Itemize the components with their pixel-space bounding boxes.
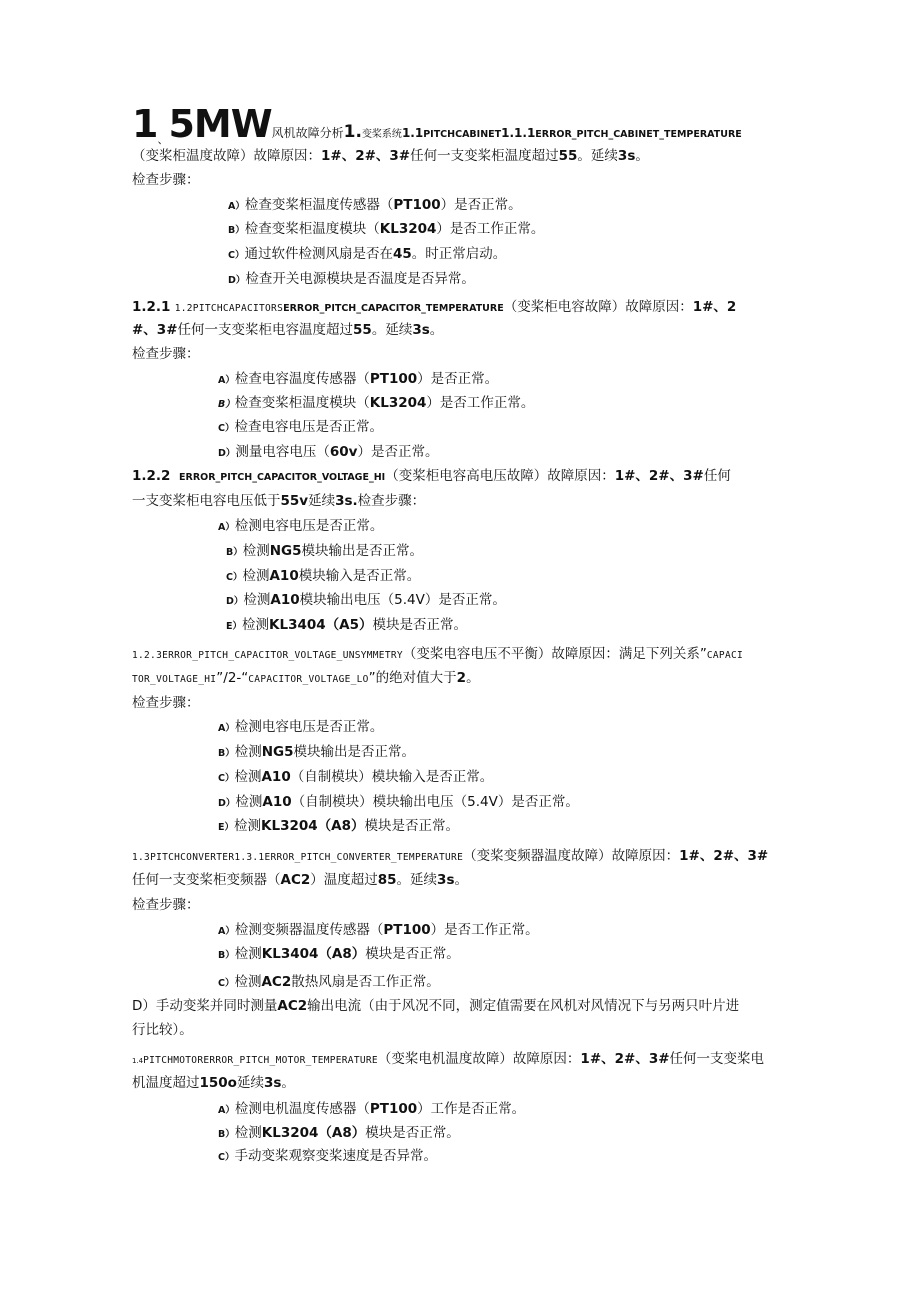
list-item	[226, 541, 423, 563]
text-run: 5MW	[168, 102, 272, 146]
text-run: 1.3	[132, 852, 151, 863]
text-run: PT100	[393, 197, 441, 213]
list-item	[218, 742, 415, 764]
text-run: KL3404（A8）	[261, 946, 366, 962]
text-run: PT100	[369, 1101, 418, 1117]
text-run: 1#、2	[692, 299, 737, 315]
text-run: 检查电容温度传感器（	[234, 371, 370, 387]
list-item	[228, 219, 544, 241]
text-run: 模块是否正常。	[365, 946, 460, 962]
text-run: 。	[281, 1075, 295, 1091]
text-run: PITCHCAPACITORS	[192, 303, 284, 314]
section-description	[132, 668, 480, 690]
text-run: 检查变桨柜温度模块（	[234, 395, 370, 411]
text-run: D）手动变桨并同时测量	[132, 998, 278, 1014]
text-run: 检查开关电源模块是否温度是否异常。	[245, 271, 475, 287]
text-run: 。延续	[396, 872, 438, 888]
text-run: 60v	[329, 444, 358, 460]
text-run: 检测电机温度传感器（	[234, 1101, 370, 1117]
text-run: ）是否正常。	[357, 444, 439, 460]
list-item	[218, 920, 539, 942]
list-item	[228, 195, 522, 217]
text-run: 3s	[437, 872, 455, 888]
text-run: A）	[218, 723, 235, 734]
text-run: 测量电容电压（	[235, 444, 330, 460]
text-run: KL3204	[369, 395, 427, 411]
text-run: 风机故障分析	[271, 126, 344, 140]
text-run: 3s	[617, 148, 636, 164]
text-run: #、3#	[132, 322, 178, 338]
text-run: 1#、2#、3#	[321, 148, 411, 164]
section-description	[132, 491, 425, 511]
text-run: 任何一支变桨柜温度超过	[410, 148, 559, 164]
text-run: TOR_VOLTAGE_HI	[132, 674, 217, 685]
text-run: 1.2	[174, 303, 193, 314]
text-run: D）	[228, 275, 246, 286]
list-item	[218, 792, 579, 814]
section-heading	[132, 297, 736, 319]
text-run: 模块输出电压（5.4V）是否正常。	[299, 592, 506, 608]
text-run: AC2	[280, 872, 311, 888]
text-run: D）	[218, 448, 236, 459]
list-item	[218, 417, 383, 439]
text-run: 任何一支变桨电	[669, 1051, 765, 1067]
steps-label: 检查步骤：	[132, 346, 200, 362]
text-run: 、	[157, 133, 169, 146]
section-heading	[132, 466, 731, 488]
text-run: 检测变频器温度传感器（	[234, 922, 384, 938]
text-run: 。延续	[371, 322, 413, 338]
text-run: （变桨电容电压不平衡）故障原因：满足下列关系”	[402, 646, 707, 662]
text-run: 检测	[243, 592, 271, 608]
list-item	[228, 269, 475, 291]
text-run: 150o	[199, 1075, 237, 1091]
text-run: 1.2.2	[132, 468, 171, 484]
text-run: 1.3.1	[234, 852, 265, 863]
text-run: 模块输出是否正常。	[301, 543, 424, 559]
text-run: ）工作是否正常。	[417, 1101, 526, 1117]
text-run: （变桨柜温度故障）故障原因：	[132, 148, 321, 164]
text-run: 检测	[234, 818, 261, 834]
text-run: ERROR_PITCH_CABINET_TEMPERATURE	[535, 129, 742, 140]
text-run: ）是否工作正常。	[436, 221, 545, 237]
text-run: 模块输入是否正常。	[298, 568, 421, 584]
list-item	[218, 393, 534, 415]
text-run: KL3204	[379, 221, 437, 237]
text-run: E）	[226, 621, 242, 632]
text-run: 1.2.3	[132, 650, 163, 661]
steps-label: 检查步骤：	[132, 172, 200, 188]
text-run: 1#、2#、3#	[580, 1051, 670, 1067]
text-run: 通过软件检测风扇是否在	[244, 246, 393, 262]
text-run: PITCHMOTOR	[143, 1055, 204, 1066]
section-heading	[132, 1049, 764, 1071]
text-run: C）	[218, 1152, 235, 1163]
text-run: ）是否正常。	[440, 197, 522, 213]
list-item	[218, 816, 459, 838]
text-run: 检测	[234, 974, 262, 990]
steps-label: 检查步骤：	[132, 695, 200, 711]
text-run: E）	[218, 822, 234, 833]
text-run: 延续	[236, 1075, 264, 1091]
text-run: 1#、2#、3#	[679, 848, 769, 864]
text-run: C）	[218, 423, 235, 434]
text-run: 检测	[234, 744, 262, 760]
text-run: A）	[228, 201, 245, 212]
steps-label: 检查步骤：	[132, 897, 200, 913]
text-run: ”的绝对值大于	[368, 670, 457, 686]
list-item	[218, 369, 498, 391]
list-item	[218, 717, 383, 739]
text-run: 55	[353, 322, 372, 338]
text-run: C）	[226, 572, 243, 583]
text-run: 机温度超过	[132, 1075, 200, 1091]
text-run: （变桨变频器温度故障）故障原因：	[463, 848, 680, 864]
text-run: KL3204（A8）	[261, 818, 365, 834]
text-run: 模块是否正常。	[364, 818, 459, 834]
text-run: ERROR_PITCH_CAPACITOR_VOLTAGE_HI	[179, 472, 386, 483]
text-run: NG5	[269, 543, 302, 559]
text-run: 检测	[242, 568, 270, 584]
text-run: 检测电容电压是否正常。	[234, 518, 384, 534]
text-run: A）	[218, 1105, 235, 1116]
text-run: KL3204（A8）	[261, 1125, 366, 1141]
text-run: 任何一支变桨柜变频器（	[132, 872, 281, 888]
text-run: 检测	[234, 769, 262, 785]
text-run: 检查电容电压是否正常。	[234, 419, 383, 435]
text-run: C）	[218, 978, 235, 989]
list-item	[218, 1123, 460, 1145]
text-run: ）是否工作正常。	[426, 395, 535, 411]
list-item	[218, 972, 440, 994]
text-run: C）	[228, 250, 245, 261]
text-run: C）	[218, 773, 235, 784]
text-run: 1.1	[401, 126, 424, 140]
list-item	[218, 944, 460, 966]
text-run: A10	[269, 568, 299, 584]
text-run: （变桨柜电容故障）故障原因：	[503, 299, 693, 315]
text-run: 输出电流（由于风况不同，测定值需要在风机对风情况下与另两只叶片进	[307, 998, 740, 1014]
text-run: AC2	[277, 998, 308, 1014]
text-run: 1#、2#、3#	[614, 468, 704, 484]
section-description	[132, 146, 649, 166]
text-run: 检查步骤：	[357, 493, 426, 509]
section-heading	[132, 644, 743, 666]
text-run: 延续	[308, 493, 336, 509]
text-run: 。时正常启动。	[411, 246, 507, 262]
text-run: KL3404（A5）	[269, 617, 373, 633]
list-item	[218, 516, 383, 538]
text-run: A）	[218, 375, 235, 386]
text-run: 检查变桨柜温度模块（	[244, 221, 380, 237]
text-run: PITCHCONVERTER	[150, 852, 235, 863]
text-run: （自制模块）模块输出电压（5.4V）是否正常。	[291, 794, 579, 810]
text-run: 任何	[703, 468, 731, 484]
text-run: 55v	[280, 493, 309, 509]
text-run: （变桨柜电容高电压故障）故障原因：	[385, 468, 615, 484]
text-run: A）	[218, 926, 235, 937]
text-run: 1.1.1	[501, 126, 536, 140]
text-run: B）	[218, 950, 235, 961]
text-run: 检测	[234, 946, 262, 962]
text-run: ERROR_PITCH_CAPACITOR_TEMPERATURE	[283, 303, 504, 314]
text-run: 。延续	[577, 148, 618, 164]
text-run: 2	[456, 670, 467, 686]
list-item	[218, 1099, 525, 1121]
list-item	[226, 590, 506, 612]
text-run: 检测	[242, 617, 269, 633]
text-run: 模块是否正常。	[372, 617, 467, 633]
text-run: PT100	[369, 371, 418, 387]
text-run: 85	[377, 872, 397, 888]
text-run: PT100	[383, 922, 431, 938]
text-run: ）是否工作正常。	[430, 922, 539, 938]
list-item	[226, 566, 420, 588]
list-item	[218, 1146, 437, 1168]
text-run: ”/2-“	[216, 670, 249, 686]
text-run: B）	[218, 748, 235, 759]
text-run: 。	[429, 322, 444, 338]
section-description	[132, 320, 443, 340]
text-run: 3s.	[335, 493, 358, 509]
text-run: ERROR_PITCH_CONVERTER_TEMPERATURE	[264, 852, 464, 863]
text-run: 任何一支变桨柜电容温度超过	[177, 322, 354, 338]
text-run: 检测	[235, 794, 263, 810]
text-run: 手动变桨观察变桨速度是否异常。	[234, 1148, 437, 1164]
text-run: 一支变桨柜电容电压低于	[132, 493, 281, 509]
text-run: 。	[635, 148, 649, 164]
text-run: A）	[218, 522, 235, 533]
text-run: 55	[558, 148, 578, 164]
text-run: D）	[226, 596, 244, 607]
text-run: 检测电容电压是否正常。	[234, 719, 384, 735]
section-description	[132, 1073, 295, 1093]
text-run: 1.4	[132, 1057, 144, 1065]
text-run: 。	[454, 872, 468, 888]
text-run: NG5	[261, 744, 294, 760]
text-run: CAPACITOR_VOLTAGE_LO	[248, 674, 369, 685]
text-run: ）温度超过	[310, 872, 378, 888]
text-run: A10	[270, 592, 300, 608]
text-run: 3s	[412, 322, 430, 338]
list-item	[218, 767, 493, 789]
text-run: （自制模块）模块输入是否正常。	[290, 769, 494, 785]
text-run: ERROR_PITCH_MOTOR_TEMPERATURE	[203, 1055, 378, 1066]
list-item	[228, 244, 506, 266]
text-run: 。	[466, 670, 480, 686]
text-run: 检查变桨柜温度传感器（	[244, 197, 394, 213]
text-run: 检测	[242, 543, 270, 559]
text-run: 检测	[234, 1125, 262, 1141]
text-run: B）	[218, 1129, 235, 1140]
text-run: CAPACI	[706, 650, 744, 661]
text-run: 1.2.1	[132, 299, 171, 315]
text-run: 3s	[263, 1075, 282, 1091]
text-run: （变桨电机温度故障）故障原因：	[377, 1051, 581, 1067]
text-run: A10	[262, 794, 292, 810]
text-run: 模块是否正常。	[365, 1125, 460, 1141]
text-run: B）	[218, 399, 235, 410]
text-run: PITCHCABINET	[423, 129, 502, 140]
text-run: 45	[392, 246, 412, 262]
text-run: AC2	[261, 974, 292, 990]
text-run: 散热风扇是否工作正常。	[291, 974, 440, 990]
text-run: ERROR_PITCH_CAPACITOR_VOLTAGE_UNSYMMETRY	[162, 650, 403, 661]
text-run: ）是否正常。	[417, 371, 499, 387]
list-item	[226, 615, 467, 637]
list-item	[218, 442, 438, 464]
text-run: 1	[132, 102, 158, 146]
list-item	[132, 996, 739, 1016]
text-run: B）	[226, 547, 243, 558]
section-heading	[132, 846, 768, 868]
text-run: 1.	[343, 122, 362, 142]
section-description	[132, 870, 468, 890]
text-run: D）	[218, 798, 236, 809]
text-run: B）	[228, 225, 245, 236]
list-item-continuation: 行比较）。	[132, 1022, 193, 1038]
text-run: A10	[261, 769, 291, 785]
text-run: 模块输出是否正常。	[293, 744, 416, 760]
text-run: 变桨系统	[361, 129, 402, 140]
